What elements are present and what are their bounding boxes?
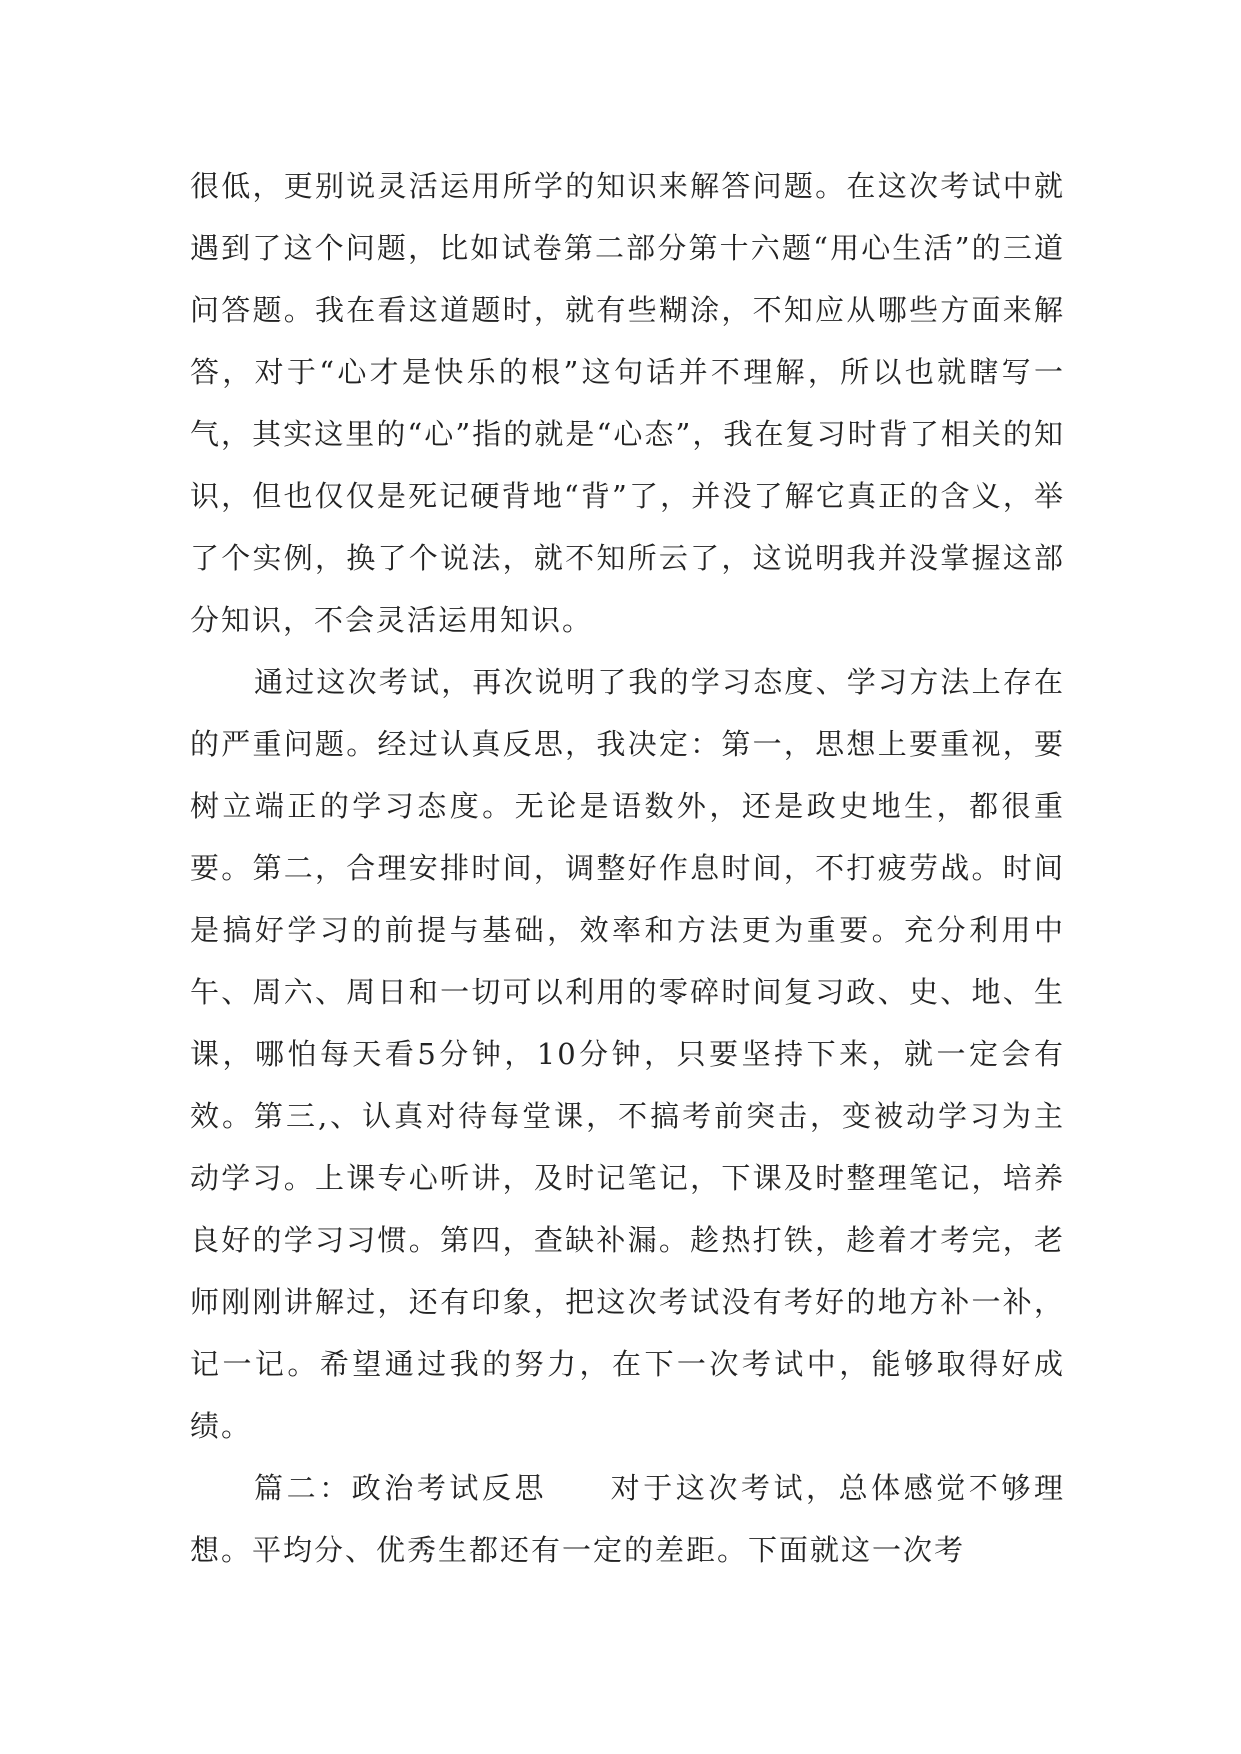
paragraph-1: 很低，更别说灵活运用所学的知识来解答问题。在这次考试中就遇到了这个问题，比如试卷第二部分第十六题“用心生活”的三道问答题。我在看这道题时，就有些糊涂，不知应从哪些方面来解答，对于“心才是快乐的根”这句话并不理解，所以也就瞎写一气，其实这里的“心”指的就是“心态”，我在复习时背了相关的知识，但也仅仅是死记硬背地“背”了，并没了解它真正的含义，举了个实例，换了个说法，就不知所云了，这说明我并没掌握这部分知识，不会灵活运用知识。 xyxy=(190,169,1065,637)
section-heading: 篇二：政治考试反思 xyxy=(254,1471,548,1505)
paragraph-3 xyxy=(190,1457,1065,1581)
paragraph-2: 通过这次考试，再次说明了我的学习态度、学习方法上存在的严重问题。经过认真反思，我决定：第一，思想上要重视，要树立端正的学习态度。无论是语数外，还是政史地生，都很重要。第二，合理安排时间，调整好作息时间，不打疲劳战。时间是搞好学习的前提与基础，效率和方法更为重要。充分利用中午、周六、周日和一切可以利用的零碎时间复习政、史、地、生课，哪怕每天看5分钟，10分钟，只要坚持下来，就一定会有效。第三,、认真对待每堂课，不搞考前突击，变被动学习为主动学习。上课专心听讲，及时记笔记，下课及时整理笔记，培养良好的学习习惯。第四，查缺补漏。趁热打铁，趁着才考完，老师刚刚讲解过，还有印象，把这次考试没有考好的地方补一补，记一记。希望通过我的努力，在下一次考试中，能够取得好成绩。 xyxy=(190,665,1065,1443)
paragraph-3-text: 对于这次考试，总体感觉不够理想。平均分、优秀生都还有一定的差距。下面就这一次考 xyxy=(190,1471,1065,1567)
document-page xyxy=(190,155,1065,1581)
